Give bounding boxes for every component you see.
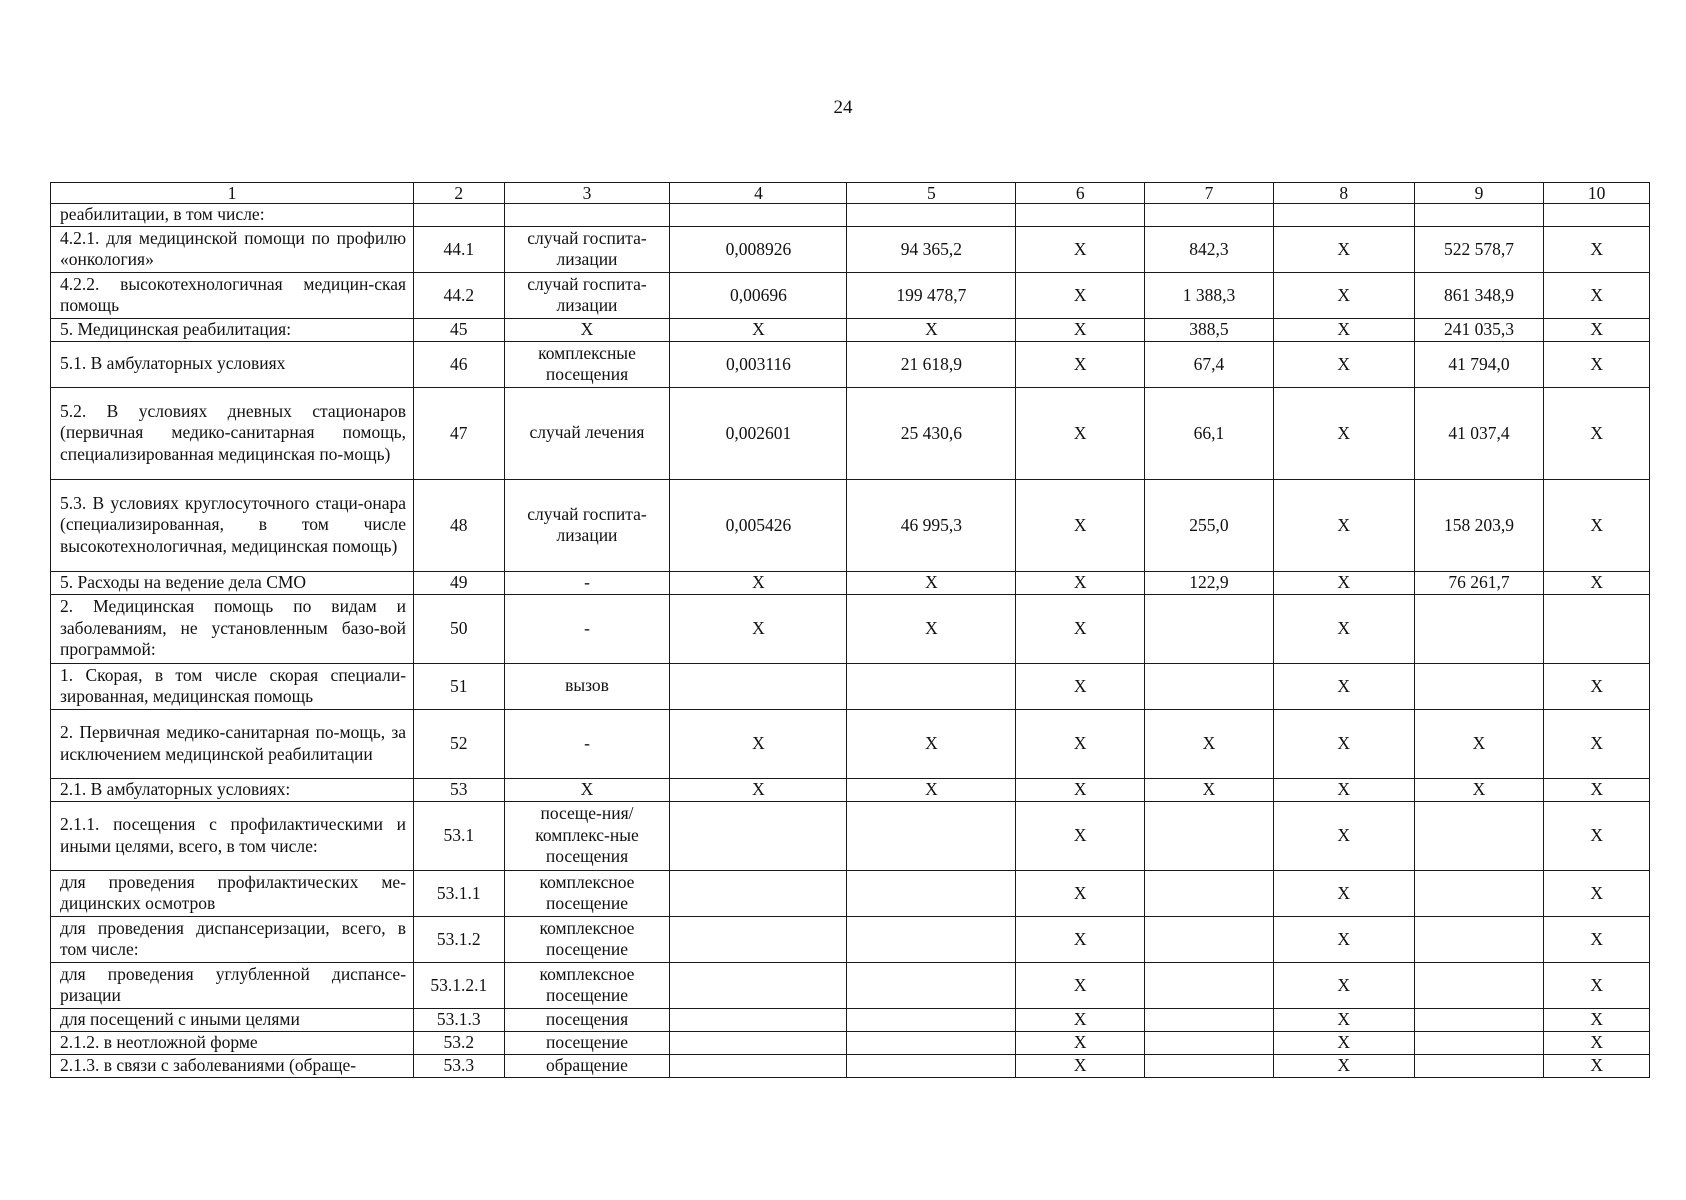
table-cell: X xyxy=(1273,571,1414,594)
column-number-cell: 3 xyxy=(504,183,670,204)
table-cell: X xyxy=(847,571,1016,594)
table-row xyxy=(51,318,1650,341)
table-cell xyxy=(1145,594,1274,663)
table-cell: 50 xyxy=(414,594,505,663)
table-row xyxy=(51,387,1650,479)
table-cell: X xyxy=(1273,778,1414,801)
table-cell xyxy=(1145,1054,1274,1077)
table-cell: комплексное посещение xyxy=(504,870,670,916)
column-number-cell: 10 xyxy=(1544,183,1650,204)
table-cell xyxy=(1414,663,1544,709)
table-cell: X xyxy=(1016,916,1145,962)
table-cell: 53.1.3 xyxy=(414,1008,505,1031)
table-cell xyxy=(1414,962,1544,1008)
table-cell: случай госпита-лизации xyxy=(504,479,670,571)
row-label-cell: для проведения углубленной диспансе-ризации xyxy=(51,962,414,1008)
table-row xyxy=(51,204,1650,227)
row-label-cell: 4.2.2. высокотехнологичная медицин-ская помощь xyxy=(51,272,414,318)
table-cell: X xyxy=(1414,778,1544,801)
table-cell: комплексное посещение xyxy=(504,962,670,1008)
table-cell: X xyxy=(1016,801,1145,870)
table-cell: 45 xyxy=(414,318,505,341)
table-cell: 241 035,3 xyxy=(1414,318,1544,341)
row-label-cell: 5. Медицинская реабилитация: xyxy=(51,318,414,341)
table-cell: X xyxy=(1273,272,1414,318)
table-cell: 47 xyxy=(414,387,505,479)
table-cell: X xyxy=(1016,479,1145,571)
table-cell xyxy=(1414,1054,1544,1077)
column-number-cell: 6 xyxy=(1016,183,1145,204)
row-label-cell: 2.1.3. в связи с заболеваниями (обраще- xyxy=(51,1054,414,1077)
table-cell: 49 xyxy=(414,571,505,594)
table-cell: X xyxy=(1016,709,1145,778)
table-row xyxy=(51,341,1650,387)
table-cell: X xyxy=(1273,594,1414,663)
table-cell: - xyxy=(504,594,670,663)
table-cell: X xyxy=(1273,479,1414,571)
column-number-cell: 8 xyxy=(1273,183,1414,204)
table-cell: 66,1 xyxy=(1145,387,1274,479)
table-cell xyxy=(670,962,847,1008)
table-cell: X xyxy=(847,318,1016,341)
row-label-cell: 5.1. В амбулаторных условиях xyxy=(51,341,414,387)
table-cell: комплексные посещения xyxy=(504,341,670,387)
table-cell: 46 995,3 xyxy=(847,479,1016,571)
table-cell: X xyxy=(1016,387,1145,479)
table-cell xyxy=(847,204,1016,227)
table-row xyxy=(51,479,1650,571)
table-cell: 41 037,4 xyxy=(1414,387,1544,479)
table-cell: 44.2 xyxy=(414,272,505,318)
row-label-cell: 2. Первичная медико-санитарная по-мощь, за исключением медицинской реабилитации xyxy=(51,709,414,778)
table-cell xyxy=(670,801,847,870)
table-cell: X xyxy=(504,778,670,801)
table-cell: X xyxy=(1544,226,1650,272)
table-cell xyxy=(1414,594,1544,663)
table-cell: X xyxy=(1016,1054,1145,1077)
table-cell: 0,008926 xyxy=(670,226,847,272)
table-cell: X xyxy=(1273,1031,1414,1054)
table-cell: X xyxy=(1273,916,1414,962)
table-cell: 53 xyxy=(414,778,505,801)
table-cell xyxy=(1145,801,1274,870)
table-cell: X xyxy=(1414,709,1544,778)
table-cell: 1 388,3 xyxy=(1145,272,1274,318)
table-cell: X xyxy=(1273,663,1414,709)
table-cell: X xyxy=(847,778,1016,801)
table-cell xyxy=(847,962,1016,1008)
table-cell: X xyxy=(1544,870,1650,916)
table-cell xyxy=(1414,801,1544,870)
table-row xyxy=(51,272,1650,318)
table-row xyxy=(51,916,1650,962)
table-row xyxy=(51,778,1650,801)
table-cell: X xyxy=(1273,962,1414,1008)
table-cell xyxy=(1273,204,1414,227)
table-cell: X xyxy=(670,778,847,801)
table-cell: X xyxy=(1544,962,1650,1008)
table-cell: 53.1.1 xyxy=(414,870,505,916)
table-cell: X xyxy=(670,594,847,663)
table-cell xyxy=(1414,1008,1544,1031)
table-cell: 255,0 xyxy=(1145,479,1274,571)
table-cell: X xyxy=(1016,1008,1145,1031)
table-row xyxy=(51,226,1650,272)
table-row xyxy=(51,663,1650,709)
table-cell: X xyxy=(1544,479,1650,571)
column-number-row xyxy=(51,183,1650,204)
table-cell: 48 xyxy=(414,479,505,571)
table-row xyxy=(51,709,1650,778)
table-cell: 21 618,9 xyxy=(847,341,1016,387)
table-cell xyxy=(1145,916,1274,962)
table-cell xyxy=(1145,204,1274,227)
table-cell: 67,4 xyxy=(1145,341,1274,387)
table-cell: 53.2 xyxy=(414,1031,505,1054)
table-cell: X xyxy=(1016,318,1145,341)
table-cell: 388,5 xyxy=(1145,318,1274,341)
table-cell: X xyxy=(1016,870,1145,916)
table-cell: X xyxy=(1544,663,1650,709)
table-cell: X xyxy=(1273,318,1414,341)
row-label-cell: для проведения профилактических ме-дицинских осмотров xyxy=(51,870,414,916)
table-cell: X xyxy=(1273,709,1414,778)
table-cell: X xyxy=(1145,709,1274,778)
table-row xyxy=(51,1054,1650,1077)
row-label-cell: 2.1.2. в неотложной форме xyxy=(51,1031,414,1054)
table-cell: 44.1 xyxy=(414,226,505,272)
table-cell: X xyxy=(670,709,847,778)
table-cell: X xyxy=(1273,870,1414,916)
row-label-cell: для посещений с иными целями xyxy=(51,1008,414,1031)
table-cell xyxy=(670,1054,847,1077)
table-cell: 0,00696 xyxy=(670,272,847,318)
row-label-cell: 4.2.1. для медицинской помощи по профилю «онкология» xyxy=(51,226,414,272)
table-cell: X xyxy=(1544,801,1650,870)
table-row xyxy=(51,594,1650,663)
row-label-cell: 2. Медицинская помощь по видам и заболеваниям, не установленным базо-вой программой: xyxy=(51,594,414,663)
table-cell: 0,005426 xyxy=(670,479,847,571)
table-cell: X xyxy=(1544,1031,1650,1054)
table-cell: X xyxy=(1016,571,1145,594)
table-cell xyxy=(847,1054,1016,1077)
table-cell: X xyxy=(1544,1008,1650,1031)
table-cell: X xyxy=(1016,962,1145,1008)
table-cell xyxy=(1414,204,1544,227)
table-cell: X xyxy=(1273,1008,1414,1031)
table-cell: посещения xyxy=(504,1008,670,1031)
row-label-cell: 1. Скорая, в том числе скорая специали-зированная, медицинская помощь xyxy=(51,663,414,709)
table-cell: X xyxy=(1273,341,1414,387)
table-cell xyxy=(414,204,505,227)
page-number: 24 xyxy=(833,97,853,118)
table-cell xyxy=(1145,962,1274,1008)
table-cell xyxy=(1414,870,1544,916)
table-cell: X xyxy=(1273,801,1414,870)
table-cell xyxy=(670,1031,847,1054)
table-row xyxy=(51,1031,1650,1054)
table-cell: X xyxy=(1544,1054,1650,1077)
table-cell xyxy=(1016,204,1145,227)
table-cell xyxy=(847,916,1016,962)
table-cell: X xyxy=(1016,341,1145,387)
table-row xyxy=(51,571,1650,594)
table-cell: X xyxy=(1544,571,1650,594)
column-number-cell: 7 xyxy=(1145,183,1274,204)
table-cell xyxy=(504,204,670,227)
table-row xyxy=(51,962,1650,1008)
table-cell: 25 430,6 xyxy=(847,387,1016,479)
column-number-cell: 9 xyxy=(1414,183,1544,204)
table-cell xyxy=(1145,663,1274,709)
row-label-cell: 2.1. В амбулаторных условиях: xyxy=(51,778,414,801)
table-cell xyxy=(670,204,847,227)
table-cell: случай госпита-лизации xyxy=(504,272,670,318)
table-cell: X xyxy=(1016,226,1145,272)
row-label-cell: реабилитации, в том числе: xyxy=(51,204,414,227)
row-label-cell: 2.1.1. посещения с профилактическими и иными целями, всего, в том числе: xyxy=(51,801,414,870)
table-cell: посещение xyxy=(504,1031,670,1054)
row-label-cell: 5.2. В условиях дневных стационаров (первичная медико-санитарная помощь, специализированная медицинская по-мощь) xyxy=(51,387,414,479)
row-label-cell: 5.3. В условиях круглосуточного стаци-онара (специализированная, в том числе высокотехнологичная, медицинская помощь) xyxy=(51,479,414,571)
table-cell xyxy=(1414,916,1544,962)
column-number-cell: 1 xyxy=(51,183,414,204)
table-cell: 122,9 xyxy=(1145,571,1274,594)
table-cell xyxy=(670,916,847,962)
column-number-cell: 5 xyxy=(847,183,1016,204)
table-cell: X xyxy=(1016,272,1145,318)
table-cell: X xyxy=(1544,709,1650,778)
table-cell: 53.1 xyxy=(414,801,505,870)
table-cell: 0,003116 xyxy=(670,341,847,387)
table-cell: посеще-ния/комплекс-ные посещения xyxy=(504,801,670,870)
table-cell xyxy=(1414,1031,1544,1054)
table-cell: X xyxy=(1273,387,1414,479)
table-cell: 51 xyxy=(414,663,505,709)
table-cell: X xyxy=(1273,1054,1414,1077)
table-cell xyxy=(1544,594,1650,663)
table-cell: 53.1.2.1 xyxy=(414,962,505,1008)
table-cell: X xyxy=(1016,663,1145,709)
table-cell: 52 xyxy=(414,709,505,778)
table-cell: 861 348,9 xyxy=(1414,272,1544,318)
table-row xyxy=(51,801,1650,870)
table-cell: 46 xyxy=(414,341,505,387)
table-cell: вызов xyxy=(504,663,670,709)
table-cell: 522 578,7 xyxy=(1414,226,1544,272)
table-cell xyxy=(1544,204,1650,227)
data-table xyxy=(50,182,1650,1078)
column-number-cell: 2 xyxy=(414,183,505,204)
table-cell: X xyxy=(1544,387,1650,479)
table-cell: X xyxy=(1544,341,1650,387)
table-cell: 76 261,7 xyxy=(1414,571,1544,594)
table-cell: X xyxy=(670,318,847,341)
table-cell: случай лечения xyxy=(504,387,670,479)
table-cell: X xyxy=(1016,778,1145,801)
table-cell xyxy=(847,801,1016,870)
table-cell: 94 365,2 xyxy=(847,226,1016,272)
table-cell: - xyxy=(504,571,670,594)
table-cell: 199 478,7 xyxy=(847,272,1016,318)
table-cell xyxy=(847,1008,1016,1031)
table-cell: случай госпита-лизации xyxy=(504,226,670,272)
column-number-cell: 4 xyxy=(670,183,847,204)
table-cell xyxy=(847,1031,1016,1054)
table-cell: X xyxy=(670,571,847,594)
table-cell: X xyxy=(1544,318,1650,341)
table-cell: 158 203,9 xyxy=(1414,479,1544,571)
table-cell xyxy=(1145,1031,1274,1054)
table-cell xyxy=(670,1008,847,1031)
table-cell: X xyxy=(1544,778,1650,801)
table-cell xyxy=(670,870,847,916)
table-cell: 53.3 xyxy=(414,1054,505,1077)
table-cell: - xyxy=(504,709,670,778)
row-label-cell: для проведения диспансеризации, всего, в том числе: xyxy=(51,916,414,962)
table-cell: 41 794,0 xyxy=(1414,341,1544,387)
table-cell: X xyxy=(504,318,670,341)
table-cell: X xyxy=(1016,594,1145,663)
table-cell: X xyxy=(1016,1031,1145,1054)
table-cell: комплексное посещение xyxy=(504,916,670,962)
table-cell: X xyxy=(847,594,1016,663)
table-cell xyxy=(1145,870,1274,916)
table-cell xyxy=(670,663,847,709)
table-cell: 842,3 xyxy=(1145,226,1274,272)
table-row xyxy=(51,1008,1650,1031)
row-label-cell: 5. Расходы на ведение дела СМО xyxy=(51,571,414,594)
table-cell: обращение xyxy=(504,1054,670,1077)
table-cell: X xyxy=(1273,226,1414,272)
table-cell: X xyxy=(1145,778,1274,801)
table-cell: 0,002601 xyxy=(670,387,847,479)
table-cell: 53.1.2 xyxy=(414,916,505,962)
table-cell xyxy=(1145,1008,1274,1031)
table-cell xyxy=(847,663,1016,709)
table-cell: X xyxy=(1544,272,1650,318)
table-cell xyxy=(847,870,1016,916)
table-row xyxy=(51,870,1650,916)
table-cell: X xyxy=(1544,916,1650,962)
table-cell: X xyxy=(847,709,1016,778)
